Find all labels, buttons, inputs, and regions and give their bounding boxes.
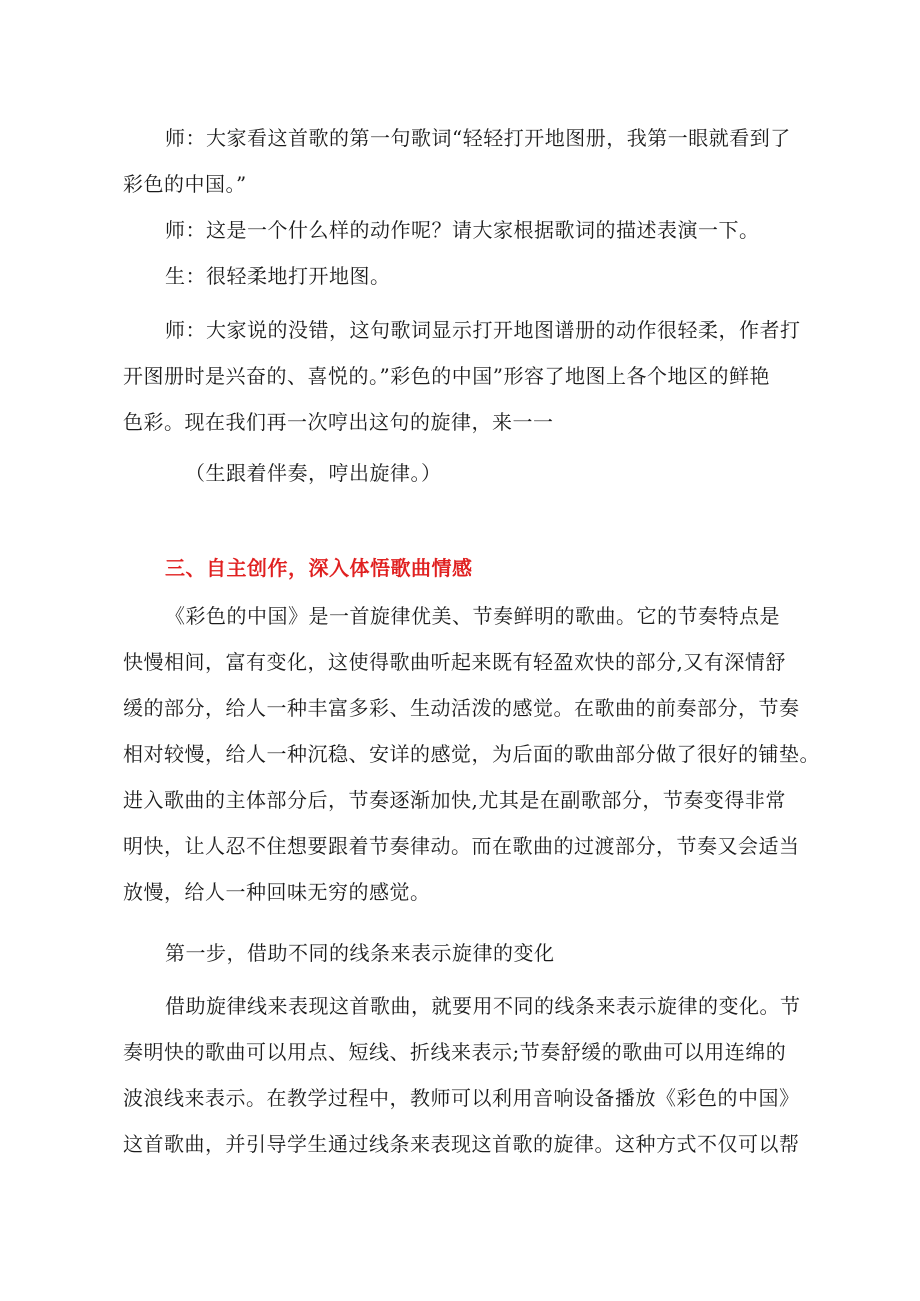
body-paragraph-melody-lines <box>123 983 801 1167</box>
text-line: 放慢，给人一种回味无穷的感觉。 <box>123 880 431 904</box>
dialogue-paragraph-teacher-2 <box>165 207 795 253</box>
text-line: 彩色的中国。” <box>123 172 247 196</box>
text-line: （生跟着伴奏，哼出旋律。） <box>185 461 442 485</box>
text-line: 借助旋律线来表现这首歌曲，就要用不同的线条来表示旋律的变化。节 <box>165 994 801 1018</box>
text-line: 第一步，借助不同的线条来表示旋律的变化 <box>165 941 555 965</box>
dialogue-paragraph-teacher-1 <box>123 115 795 207</box>
text-line: 师：这是一个什么样的动作呢？请大家根据歌词的描述表演一下。 <box>165 218 760 242</box>
text-line: 色彩。现在我们再一次哼出这句的旋律，来一一 <box>123 410 554 434</box>
dialogue-paragraph-student <box>165 253 795 299</box>
text-line: 师：大家说的没错，这句歌词显示打开地图谱册的动作很轻柔，作者打 <box>165 318 801 342</box>
stage-direction <box>185 450 815 496</box>
body-paragraph-rhythm <box>123 593 820 915</box>
text-line: 这首歌曲，并引导学生通过线条来表现这首歌的旋律。这种方式不仅可以帮 <box>123 1132 800 1156</box>
text-line: 快慢相间，富有变化，这使得歌曲听起来既有轻盈欢快的部分,又有深情舒 <box>123 650 786 674</box>
text-line: 《彩色的中国》是一首旋律优美、节奏鲜明的歌曲。它的节奏特点是 <box>165 604 780 628</box>
text-line: 奏明快的歌曲可以用点、短线、折线来表示;节奏舒缓的歌曲可以用连绵的 <box>123 1040 787 1064</box>
text-line: 明快，让人忍不住想要跟着节奏律动。而在歌曲的过渡部分，节奏又会适当 <box>123 834 800 858</box>
text-line: 开图册时是兴奋的、喜悦的。”彩色的中国”形容了地图上各个地区的鲜艳 <box>123 364 770 388</box>
step-one-paragraph <box>165 930 795 976</box>
text-line: 进入歌曲的主体部分后，节奏逐渐加快,尤其是在副歌部分，节奏变得非常 <box>123 788 786 812</box>
text-line: 师：大家看这首歌的第一句歌词“轻轻打开地图册，我第一眼就看到了 <box>165 126 791 150</box>
text-line: 缓的部分，给人一种丰富多彩、生动活泼的感觉。在歌曲的前奏部分，节奏 <box>123 696 800 720</box>
text-line: 相对较慢，给人一种沉稳、安详的感觉，为后面的歌曲部分做了很好的铺垫。 <box>123 742 820 766</box>
section-heading: 三、自主创作，深入体悟歌曲情感 <box>165 556 473 580</box>
dialogue-paragraph-teacher-3 <box>123 307 801 445</box>
text-line: 波浪线来表示。在教学过程中，教师可以利用音响设备播放《彩色的中国》 <box>123 1086 800 1110</box>
text-line: 生：很轻柔地打开地图。 <box>165 264 391 288</box>
